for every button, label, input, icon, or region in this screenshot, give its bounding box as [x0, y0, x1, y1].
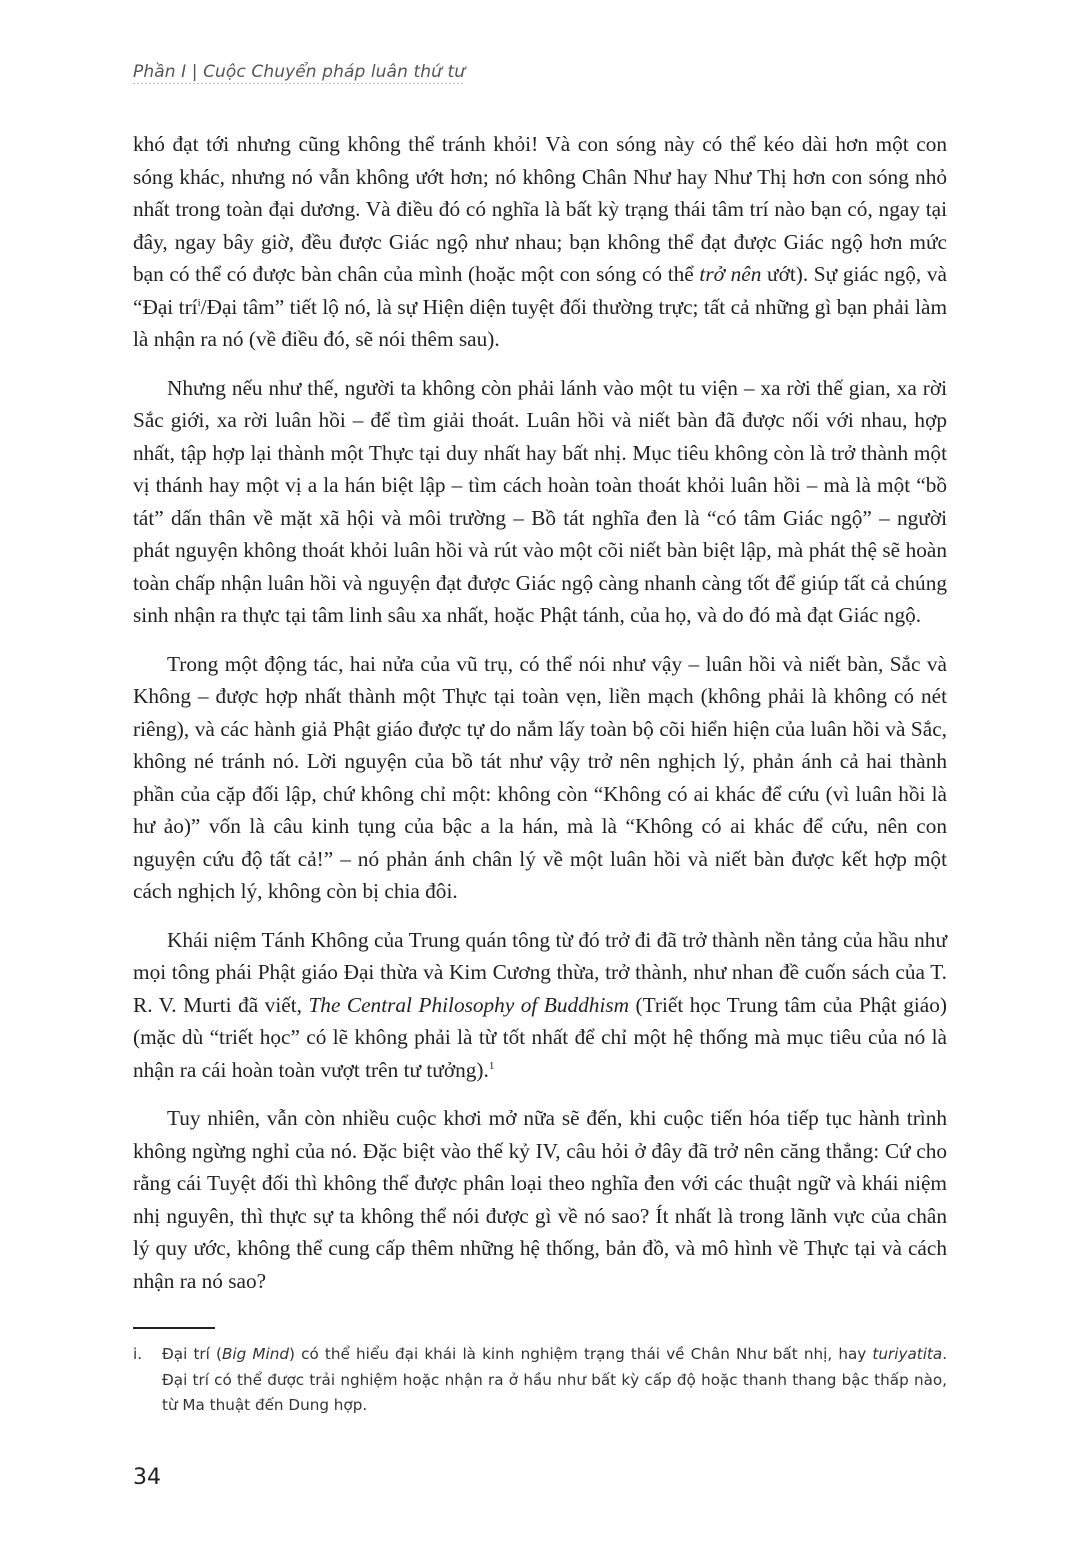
text-run: ướt). Sự giác ngộ, và “Đại trí — [133, 262, 947, 319]
text-run: (Triết học Trung tâm của Phật giáo) (mặc dù “triết học” có lẽ không phải là từ tốt nhất để chỉ một hệ thống mà mục tiêu của nó là nhận ra cái hoàn toàn vượt trên tư tưởng). — [133, 992, 947, 1082]
italic-text: The Central Philosophy of Buddhism — [308, 992, 630, 1017]
italic-text: Big Mind — [221, 1345, 290, 1363]
text-run: Đại trí ( — [162, 1345, 222, 1363]
footnote-ref[interactable]: i — [197, 296, 201, 309]
text-run: Tuy nhiên, vẫn còn nhiều cuộc khơi mở nữa sẽ đến, khi cuộc tiến hóa tiếp tục hành trình không ngừng nghỉ của nó. Đặc biệt vào thế kỷ IV, câu hỏi ở đây đã trở nên căng thẳng: Cứ cho rằng cái Tuyệt đối thì không thể được phân loại theo nghĩa đen với các thuật ngữ và khái niệm nhị nguyên, thì thực sự ta không thể nói được gì về nó sao? Ít nhất là trong lãnh vực của chân lý quy ước, không thể cung cấp thêm những hệ thống, bản đồ, và mô hình về Thực tại và cách nhận ra nó sao? — [133, 1106, 947, 1293]
running-header — [133, 62, 465, 82]
text-run: . Đại trí có thể được trải nghiệm hoặc nhận ra ở hầu như bất kỳ cấp độ hoặc thanh thang bậc thấp nào, từ Ma thuật đến Dung hợp. — [162, 1345, 948, 1414]
paragraph — [133, 924, 947, 1087]
footnote — [133, 1342, 947, 1419]
italic-text: trở nên — [699, 262, 762, 286]
footnote-divider — [133, 1327, 215, 1329]
text-run: Trong một động tác, hai nửa của vũ trụ, có thể nói như vậy – luân hồi và niết bàn, Sắc và Không – được hợp nhất thành một Thực tại toàn vẹn, liền mạch (không phải là không có nét riêng), và các hành giả Phật giáo được tự do nắm lấy toàn bộ cõi hiển hiện của luân hồi và Sắc, không né tránh nó. Lời nguyện của bồ tát như vậy trở nên nghịch lý, phản ánh cả hai thành phần của cặp đối lập, chứ không chỉ một: không còn “Không có ai khác để cứu (vì luân hồi là hư ảo)” vốn là câu kinh tụng của bậc a la hán, mà là “Không có ai khác để cứu, nên con nguyện cứu độ tất cả!” – nó phản ánh chân lý về một luân hồi và niết bàn được kết hợp một cách nghịch lý, không còn bị chia đôi. — [133, 651, 947, 903]
paragraph — [133, 372, 947, 632]
footnote-text — [162, 1342, 947, 1419]
italic-text: turiyatita — [872, 1345, 943, 1363]
text-run: khó đạt tới nhưng cũng không thể tránh khỏi! Và con sóng này có thể kéo dài hơn một con sóng khác, nhưng nó vẫn không ướt hơn; nó không Chân Như hay Như Thị hơn con sóng nhỏ nhất trong toàn đại dương. Và điều đó có nghĩa là bất kỳ trạng thái tâm trí nào bạn có, ngay tại đây, ngay bây giờ, đều được Giác ngộ như nhau; bạn không thể đạt được Giác ngộ hơn mức bạn có thể có được bàn chân của mình (hoặc một con sóng có thể — [133, 132, 947, 286]
text-run: Nhưng nếu như thế, người ta không còn phải lánh vào một tu viện – xa rời thế gian, xa rời Sắc giới, xa rời luân hồi – để tìm giải thoát. Luân hồi và niết bàn đã được nối với nhau, hợp nhất, tập hợp lại thành một Thực tại duy nhất hay bất nhị. Mục tiêu không còn là trở thành một vị thánh hay một vị a la hán biệt lập – tìm cách hoàn toàn thoát khỏi luân hồi – mà là một “bồ tát” dấn thân về mặt xã hội và môi trường – Bồ tát nghĩa đen là “có tâm Giác ngộ” – người phát nguyện không thoát khỏi luân hồi và rút vào một cõi niết bàn biệt lập, mà phát thệ sẽ hoàn toàn chấp nhận luân hồi và nguyện đạt được Giác ngộ càng nhanh càng tốt để giúp tất cả chúng sinh nhận ra thực tại tâm linh sâu xa nhất, hoặc Phật tánh, của họ, và do đó mà đạt Giác ngộ. — [133, 375, 947, 627]
running-header-title: Phần I | Cuộc Chuyển pháp luân thứ tư — [133, 62, 466, 82]
header-underline — [133, 83, 465, 85]
footnote-ref[interactable]: 1 — [488, 1059, 495, 1072]
text-run: /Đại tâm” tiết lộ nó, là sự Hiện diện tuyệt đối thường trực; tất cả những gì bạn phải làm là nhận ra nó (về điều đó, sẽ nói thêm sau). — [133, 294, 948, 351]
text-run: ) có thể hiểu đại khái là kinh nghiệm trạng thái về Chân Như bất nhị, hay — [289, 1345, 873, 1363]
paragraph — [133, 128, 947, 356]
page-number: 34 — [133, 1465, 161, 1490]
body-text — [133, 128, 947, 1313]
text-run: Khái niệm Tánh Không của Trung quán tông từ đó trở đi đã trở thành nền tảng của hầu như mọi tông phái Phật giáo Đại thừa và Kim Cương thừa, trở thành, như nhan đề cuốn sách của T. R. V. Murti đã viết, — [133, 927, 947, 1017]
paragraph — [133, 648, 947, 908]
footnote-marker: i. — [133, 1345, 143, 1363]
paragraph — [133, 1102, 947, 1297]
